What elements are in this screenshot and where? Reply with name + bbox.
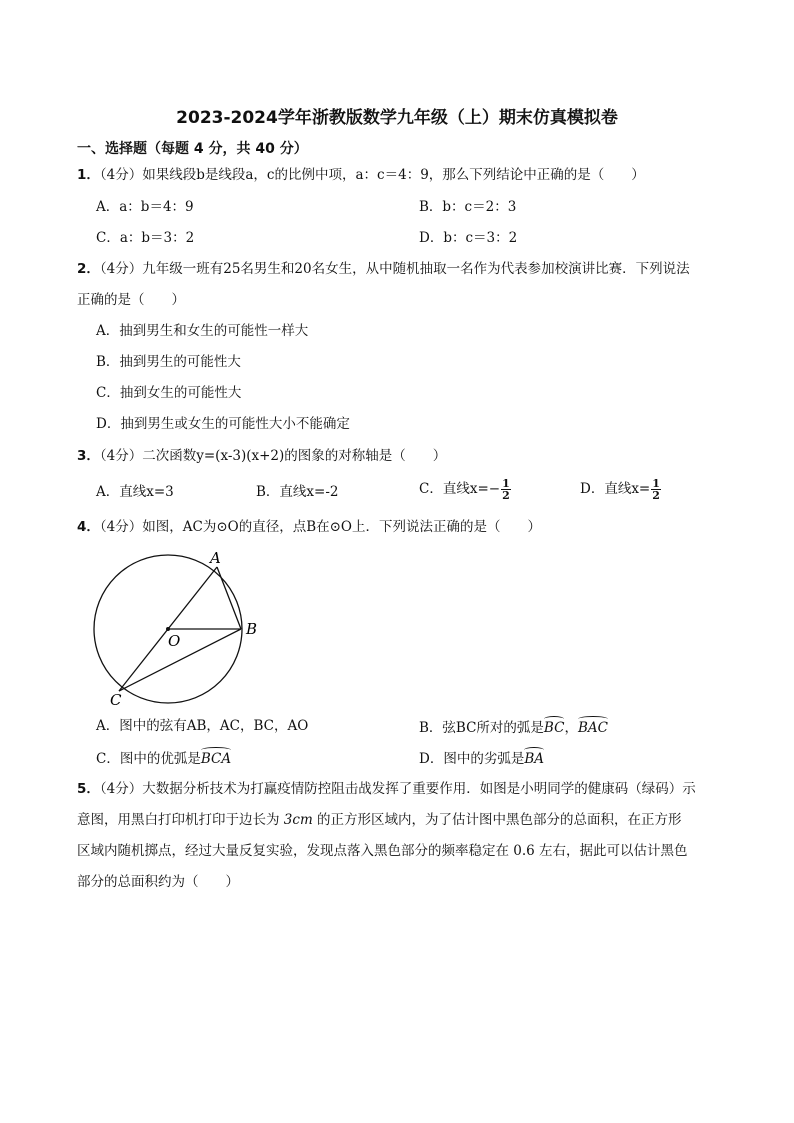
fraction: [501, 478, 511, 501]
question-number: 2．: [77, 261, 100, 277]
q4-option-d: [419, 747, 544, 769]
question-text: （4分）九年级一班有25名男生和20名女生，从中随机抽取一名作为代表参加校演讲比赛．下列说法: [99, 261, 690, 277]
question-1: [77, 165, 645, 185]
option-text: D．图中的劣弧是: [419, 751, 525, 767]
q1-option-c: C．a：b＝3：2: [96, 230, 195, 246]
question-number: 4．: [77, 519, 100, 535]
q3-option-b: B．直线x=-2: [256, 484, 339, 500]
option-text: C．直线x=−: [419, 481, 501, 497]
question-number: 1．: [77, 167, 100, 183]
q2-option-a: A．抽到男生和女生的可能性一样大: [96, 323, 309, 339]
fraction-numerator: 1: [502, 477, 510, 490]
page-title: 2023-2024学年浙教版数学九年级（上）期末仿真模拟卷: [176, 108, 618, 128]
q3-option-d: [580, 478, 661, 501]
q2-option-c: C．抽到女生的可能性大: [96, 385, 242, 401]
option-text: C．图中的优弧是: [96, 751, 201, 767]
question-5: [77, 779, 696, 799]
question-5-line4: 部分的总面积约为（ ）: [77, 874, 239, 890]
separator: ，: [564, 720, 578, 736]
question-text: （4分）如图，AC为⊙O的直径，点B在⊙O上．下列说法正确的是（ ）: [99, 519, 542, 535]
section-heading: 一、选择题（每题 4 分，共 40 分）: [77, 141, 308, 157]
option-text: B．弦BC所对的弧是: [419, 720, 544, 736]
fraction: [651, 478, 661, 501]
arc-notation: BAC: [578, 716, 608, 738]
q1-option-b: B．b：c＝2：3: [419, 199, 517, 215]
q1-option-d: D．b：c＝3：2: [419, 230, 518, 246]
label-c: C: [110, 691, 122, 709]
question-3: [77, 446, 446, 466]
q3-option-a: A．直线x=3: [96, 484, 174, 500]
label-a: A: [210, 549, 221, 567]
label-o: O: [168, 632, 181, 650]
arc-notation: BC: [544, 716, 565, 738]
question-text: （4分）如果线段b是线段a，c的比例中项，a：c＝4：9，那么下列结论中正确的是（ ）: [99, 167, 645, 183]
question-2-cont: 正确的是（ ）: [77, 292, 185, 308]
question-5-line2: [77, 810, 682, 830]
q1-option-a: A．a：b＝4：9: [96, 199, 194, 215]
label-b: B: [246, 620, 258, 638]
question-5-line3: 区域内随机掷点，经过大量反复实验，发现点落入黑色部分的频率稳定在 0.6 左右，据此可以估计黑色: [77, 843, 688, 859]
question-text: （4分）二次函数y=(x-3)(x+2)的图象的对称轴是（ ）: [99, 448, 447, 464]
q2-option-b: B．抽到男生的可能性大: [96, 354, 241, 370]
q4-option-c: [96, 747, 231, 769]
question-2: [77, 259, 690, 279]
q2-option-d: D．抽到男生或女生的可能性大小不能确定: [96, 416, 350, 432]
unit: 3cm: [283, 812, 313, 828]
chord-ab: [217, 567, 241, 629]
arc-notation: BCA: [201, 747, 231, 769]
question-number: 5．: [77, 781, 100, 797]
question-text: （4分）大数据分析技术为打赢疫情防控阻击战发挥了重要作用．如图是小明同学的健康码（绿码）示: [99, 781, 696, 797]
text: 意图，用黑白打印机打印于边长为: [77, 812, 284, 828]
option-text: D．直线x=: [580, 481, 651, 497]
question-4: [77, 517, 541, 537]
question-number: 3．: [77, 448, 100, 464]
arc-notation: BA: [524, 747, 544, 769]
text: 的正方形区域内，为了估计图中黑色部分的总面积，在正方形: [312, 812, 682, 828]
fraction-denominator: 2: [502, 489, 510, 502]
q4-option-a: A．图中的弦有AB，AC，BC，AO: [96, 718, 309, 734]
q4-option-b: [419, 716, 608, 738]
fraction-denominator: 2: [652, 489, 660, 502]
center-point: [166, 627, 170, 631]
fraction-numerator: 1: [652, 477, 660, 490]
q3-option-c: [419, 478, 511, 501]
circle-figure: [85, 545, 275, 710]
